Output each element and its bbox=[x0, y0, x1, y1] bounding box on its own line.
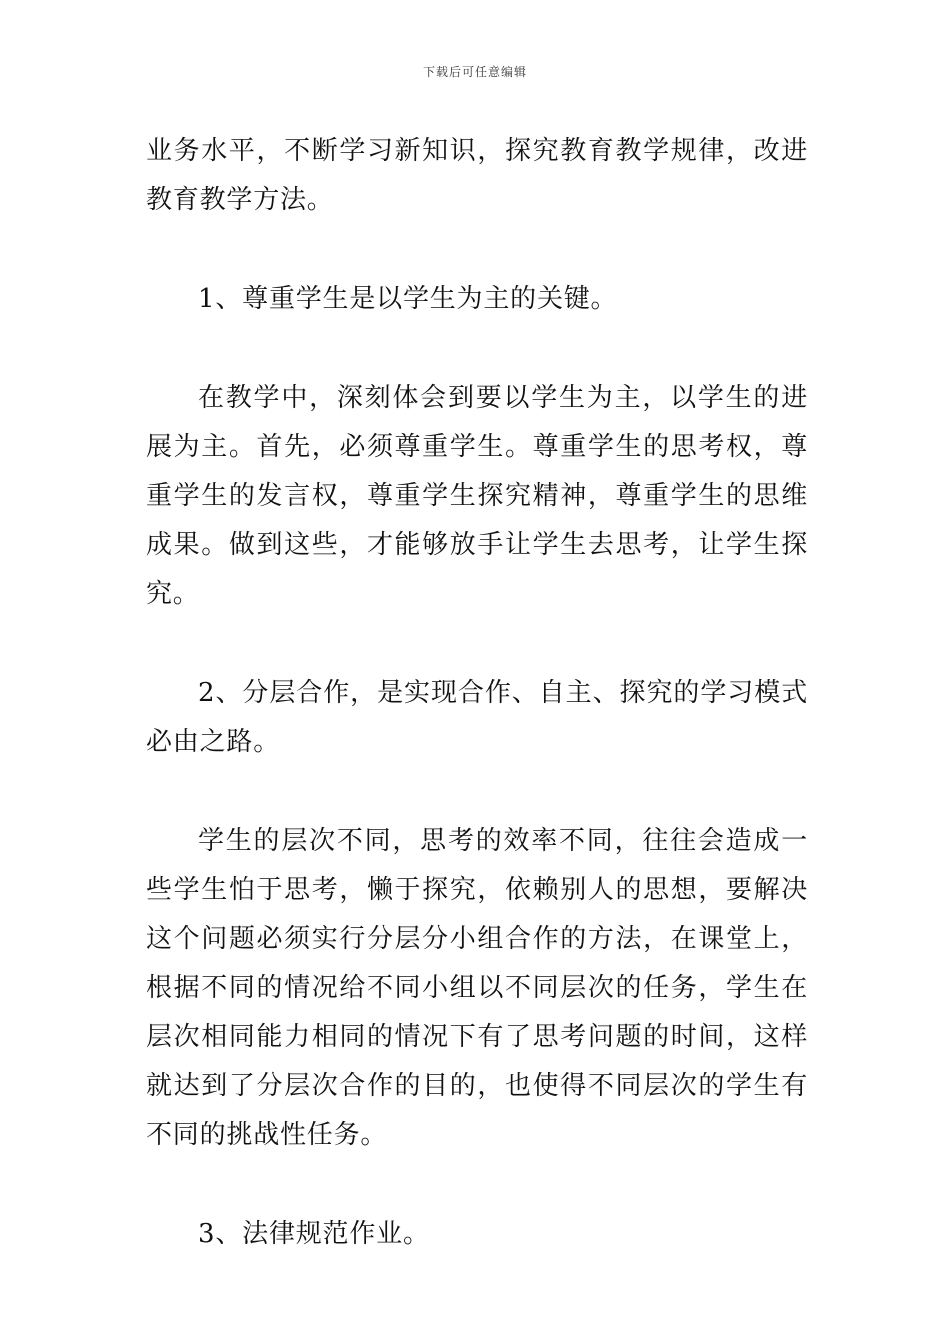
paragraph-gap bbox=[146, 324, 808, 374]
document-body bbox=[146, 127, 808, 1259]
paragraph-continuation: 业务水平，不断学习新知识，探究教育教学规律，改进教育教学方法。 bbox=[146, 136, 808, 215]
paragraph-layered-cooperation: 学生的层次不同，思考的效率不同，往往会造成一些学生怕于思考，懒于探究，依赖别人的思想，要解决这个问题必须实行分层分小组合作的方法，在课堂上，根据不同的情况给不同小组以不同层次的任务，学生在层次相同能力相同的情况下有了思考问题的时间，这样就达到了分层次合作的目的，也使得不同层次的学生有不同的挑战性任务。 bbox=[146, 826, 808, 1150]
page-header-note: 下载后可任意编辑 bbox=[422, 65, 527, 79]
paragraph-gap bbox=[146, 767, 808, 817]
paragraph-gap bbox=[146, 1160, 808, 1210]
section-heading-2: 2、分层合作，是实现合作、自主、探究的学习模式必由之路。 bbox=[146, 678, 808, 757]
paragraph-gap bbox=[146, 619, 808, 669]
paragraph-respect-students: 在教学中，深刻体会到要以学生为主，以学生的进展为主。首先，必须尊重学生。尊重学生的思考权，尊重学生的发言权，尊重学生探究精神，尊重学生的思维成果。做到这些，才能够放手让学生去思考，让学生探究。 bbox=[146, 383, 808, 609]
paragraph-gap bbox=[146, 225, 808, 275]
section-heading-3: 3、法律规范作业。 bbox=[198, 1219, 430, 1249]
section-heading-1: 1、尊重学生是以学生为主的关键。 bbox=[198, 284, 618, 314]
